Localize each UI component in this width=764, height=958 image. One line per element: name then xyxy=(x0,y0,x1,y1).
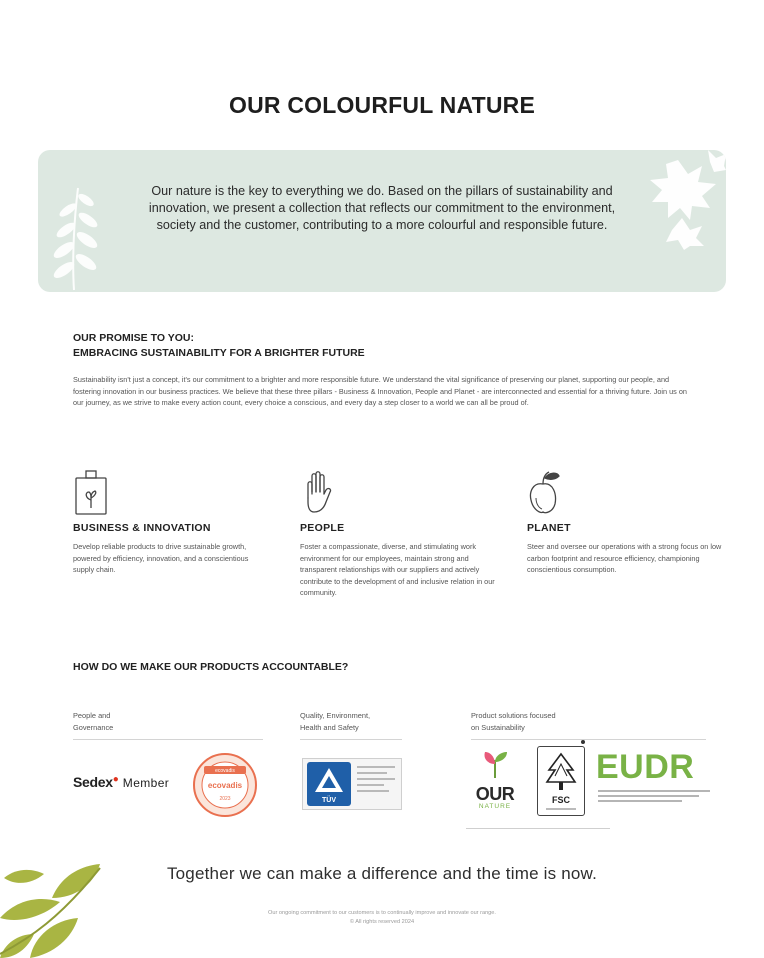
footer-copyright: © All rights reserved 2024 xyxy=(349,919,415,925)
promise-heading-line1: OUR PROMISE TO YOU: xyxy=(73,332,194,344)
our-nature-line1: OUR xyxy=(475,784,515,804)
page-title: OUR COLOURFUL NATURE xyxy=(229,92,535,118)
tagline: Together we can make a difference and the time is now. xyxy=(166,864,598,883)
promise-heading xyxy=(73,331,693,361)
category-people-governance: People and Governance xyxy=(73,711,114,732)
fsc-logo xyxy=(537,746,585,816)
ecovadis-year: 2023 xyxy=(219,796,231,802)
category-quality: Quality, Environment, Health and Safety xyxy=(300,711,371,732)
sedex-member-label: Member xyxy=(122,776,170,790)
sedex-dot-icon: ● xyxy=(112,774,119,785)
our-nature-logo xyxy=(471,750,519,820)
tuv-label: TÜV xyxy=(322,797,336,804)
fsc-mark-dot xyxy=(581,740,585,744)
tuv-certificate xyxy=(302,758,402,810)
footer xyxy=(0,909,764,927)
pillar-business-text: Develop reliable products to drive sustainable growth, powered by efficiency, innovation, and a conscientious supply chain. xyxy=(73,542,249,574)
footer-line1: Our ongoing commitment to our customers is to continually improve and innovate our range. xyxy=(268,910,496,916)
raised-hand-icon xyxy=(300,468,340,518)
intro-text: Our nature is the key to everything we do. Based on the pillars of sustainability and innovation, we present a collection that reflects our commitment to the environment, society and the customer, contributing to a more colourful and responsible future. xyxy=(148,184,616,232)
fsc-fineprint xyxy=(546,808,576,810)
tuv-logo-icon xyxy=(307,762,351,806)
apple-icon xyxy=(527,468,567,518)
divider xyxy=(300,739,402,740)
category-product-solutions: Product solutions focused on Sustainability xyxy=(471,711,556,732)
eudr-fineprint xyxy=(598,790,710,802)
fern-leaf-left-icon xyxy=(44,180,104,292)
document-icon xyxy=(73,468,113,518)
tuv-detail-lines xyxy=(357,766,395,792)
divider xyxy=(466,828,610,829)
our-nature-sprout-icon xyxy=(475,750,515,780)
sedex-member-logo xyxy=(73,774,169,790)
promise-heading-line2: EMBRACING SUSTAINABILITY FOR A BRIGHTER FUTURE xyxy=(73,347,365,359)
pillar-people-text: Foster a compassionate, diverse, and stimulating work environment for our employees, maintain strong and transparent relationships with our suppliers and actively contribute to the development of and inclusive relation in our community. xyxy=(300,542,495,597)
pillar-business xyxy=(73,468,269,576)
fsc-tree-icon xyxy=(541,750,581,792)
pillar-business-title: BUSINESS & INNOVATION xyxy=(73,522,211,534)
pillar-planet xyxy=(527,468,723,576)
fsc-label: FSC xyxy=(552,795,570,805)
divider xyxy=(73,739,263,740)
maple-leaf-right-icon xyxy=(638,150,726,250)
divider xyxy=(471,739,706,740)
accountability-heading: HOW DO WE MAKE OUR PRODUCTS ACCOUNTABLE? xyxy=(73,661,349,673)
intro-banner xyxy=(38,150,726,292)
ecovadis-top-label: ecovadis xyxy=(215,768,235,774)
eudr-logo: EUDR xyxy=(596,748,695,786)
pillar-people xyxy=(300,468,496,599)
our-nature-line2: NATURE xyxy=(478,803,512,810)
pillar-planet-title: PLANET xyxy=(527,522,571,534)
ecovadis-badge-icon xyxy=(192,752,258,818)
pillar-planet-text: Steer and oversee our operations with a strong focus on low carbon footprint and resource efficiency, championing conscientious consumption. xyxy=(527,542,722,574)
pillar-people-title: PEOPLE xyxy=(300,522,345,534)
promise-body: Sustainability isn't just a concept, it's our commitment to a brighter and more responsible future. We understand the vital significance of preserving our planet, supporting our people, and fostering innovation in our business practices. We believe that these three pillars - Business & Innovation, People and Planet - are interconnected and essential for a thriving future. Join us on our journey, as we strive to make every action count, every choice a conscious, and every day a step closer to a world we can all be proud of. xyxy=(73,375,687,407)
sedex-brand: Sedex xyxy=(73,774,113,790)
ecovadis-name: ecovadis xyxy=(207,781,243,790)
